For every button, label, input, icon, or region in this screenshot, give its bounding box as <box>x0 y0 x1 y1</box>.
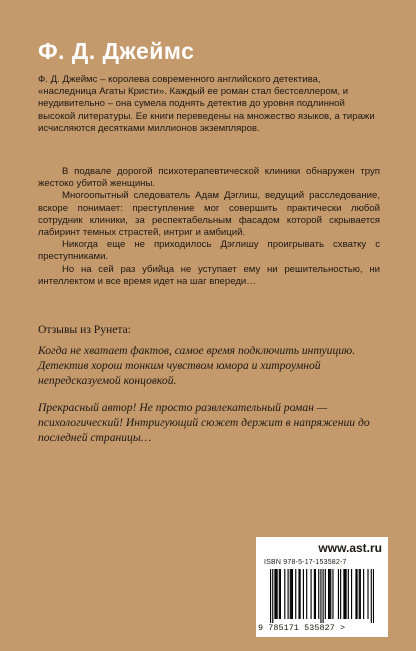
barcode-bar <box>332 569 333 619</box>
barcode-bar <box>280 569 281 619</box>
reader-reviews <box>38 322 380 457</box>
barcode-bar <box>295 569 296 619</box>
barcode-bar <box>338 569 339 619</box>
barcode-bar <box>356 569 357 619</box>
barcode-bar <box>359 569 360 619</box>
reviews-heading: Отзывы из Рунета: <box>38 323 131 336</box>
annotation-paragraph: Никогда еще не приходилось Дэглишу проигрывать схватку с преступниками. <box>38 239 380 263</box>
barcode-bar <box>292 569 293 619</box>
barcode-bar <box>360 569 361 619</box>
barcode-bar <box>279 569 280 619</box>
barcode-graphic <box>270 569 374 623</box>
annotation-paragraph: Но на сей раз убийца не уступает ему ни решительностью, ни интеллектом и все время идет на шаг впереди… <box>38 263 380 287</box>
barcode-bar <box>300 569 301 619</box>
barcode-bar <box>348 569 349 619</box>
book-annotation <box>38 166 380 288</box>
barcode-bar <box>288 569 289 619</box>
barcode-bar <box>351 569 352 619</box>
barcode-bar <box>274 569 275 619</box>
barcode-bar <box>298 569 299 619</box>
author-bio: Ф. Д. Джеймс – королева современного английского детектива, «наследница Агаты Кристи». Каждый ее роман стал бестселлером, и неудивительно – она сумела поднять детектив до уровня подлинной высокой литературы. Ее книги переведены на множество языков, а тиражи исчисляются десятками миллионов экземпляров. <box>38 74 375 134</box>
isbn-label: ISBN 978-5-17-153582-7 <box>264 559 347 566</box>
barcode-bar <box>270 569 271 623</box>
barcode-bar <box>329 569 330 619</box>
barcode-bar <box>315 569 316 619</box>
barcode-bar <box>275 569 276 619</box>
barcode-bar <box>311 569 312 619</box>
barcode-bar <box>344 569 345 619</box>
barcode-bar <box>346 569 347 619</box>
barcode-bar <box>318 569 319 619</box>
barcode-bar <box>314 569 315 619</box>
barcode-bar <box>328 569 329 619</box>
barcode-bar <box>303 569 304 619</box>
barcode-bar <box>325 569 326 619</box>
barcode-bar <box>284 569 285 619</box>
barcode-bar <box>367 569 368 619</box>
barcode-bar <box>323 569 324 623</box>
review-quote: Когда не хватает фактов, самое время подключить интуицию. Детектив хорош тонким чувством юмора и хитроумной непредсказуемой концовкой. <box>38 344 356 387</box>
barcode-panel <box>256 537 388 637</box>
publisher-website: www.ast.ru <box>318 541 382 555</box>
barcode-bar <box>320 569 321 623</box>
review-quote: Прекрасный автор! Не просто развлекательный роман — психологический! Интригующий сюжет держит в напряжении до последней страницы… <box>38 401 370 444</box>
barcode-bar <box>290 569 291 619</box>
annotation-paragraph: Многоопытный следователь Адам Дэглиш, ведущий расследование, вскоре понимает: преступление мог совершить практически любой сотрудник клиники, за респектабельным фасадом которой скрывается лабиринт темных страстей, интриг и амбиций. <box>38 190 380 239</box>
barcode-bar <box>291 569 292 619</box>
barcode-bar <box>343 569 344 619</box>
annotation-paragraph: В подвале дорогой психотерапевтической клиники обнаружен труп жестоко убитой женщины. <box>38 166 380 190</box>
barcode-bar <box>330 569 331 619</box>
barcode-digits: 9 785171 535827 > <box>258 623 346 633</box>
barcode-bar <box>340 569 341 619</box>
barcode-bar <box>371 569 372 623</box>
barcode-bar <box>363 569 364 619</box>
barcode-bar <box>277 569 278 619</box>
barcode-bar <box>373 569 374 623</box>
barcode-bar <box>355 569 356 619</box>
author-name: Ф. Д. Джеймс <box>38 38 195 64</box>
barcode-bar <box>272 569 273 623</box>
barcode-bar <box>306 569 307 619</box>
